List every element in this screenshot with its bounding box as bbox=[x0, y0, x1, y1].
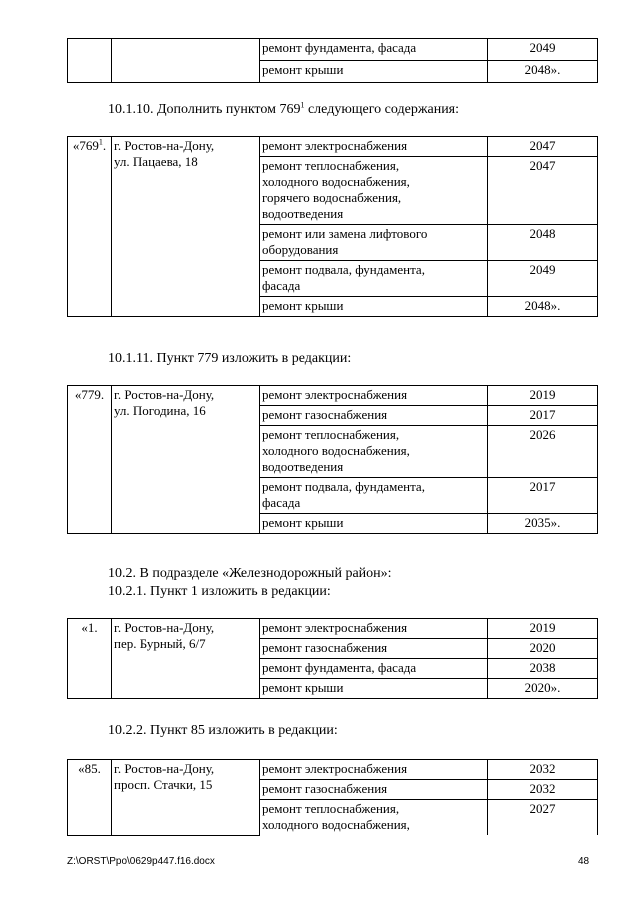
year-cell: 2038 bbox=[488, 659, 598, 679]
table-continuation bbox=[67, 38, 598, 83]
work-cell: ремонт электроснабжения bbox=[260, 137, 488, 157]
year-cell: 2020 bbox=[488, 639, 598, 659]
year-cell: 2048». bbox=[488, 297, 598, 317]
address-cell: г. Ростов-на-Дону, ул. Погодина, 16 bbox=[112, 386, 260, 534]
work-cell: ремонт электроснабжения bbox=[260, 386, 488, 406]
work-cell: ремонт подвала, фундамента, фасада bbox=[260, 478, 488, 514]
year-cell: 2047 bbox=[488, 137, 598, 157]
footer-page-number: 48 bbox=[578, 856, 590, 867]
address-cell: г. Ростов-на-Дону, пер. Бурный, 6/7 bbox=[112, 619, 260, 699]
year-cell: 2032 bbox=[488, 780, 598, 800]
paragraph-10-2-1: 10.2.1. Пункт 1 изложить в редакции: bbox=[108, 584, 331, 599]
number-cell: «779. bbox=[68, 386, 112, 534]
year-cell: 2048 bbox=[488, 225, 598, 261]
year-cell: 2019 bbox=[488, 386, 598, 406]
year-cell: 2017 bbox=[488, 406, 598, 426]
work-cell: ремонт газоснабжения bbox=[260, 780, 488, 800]
work-cell: ремонт подвала, фундамента, фасада bbox=[260, 261, 488, 297]
work-cell: ремонт фундамента, фасада bbox=[260, 39, 488, 61]
year-cell: 2049 bbox=[488, 261, 598, 297]
work-cell: ремонт теплоснабжения, холодного водоснабжения, водоотведения bbox=[260, 426, 488, 478]
table-row bbox=[68, 760, 598, 780]
year-cell: 2027 bbox=[488, 800, 598, 836]
work-cell: ремонт электроснабжения bbox=[260, 760, 488, 780]
year-cell: 2020». bbox=[488, 679, 598, 699]
year-cell: 2047 bbox=[488, 157, 598, 225]
address-cell: г. Ростов-на-Дону, ул. Пацаева, 18 bbox=[112, 137, 260, 317]
year-cell: 2049 bbox=[488, 39, 598, 61]
table-item-769-1 bbox=[67, 136, 598, 317]
paragraph-10-2: 10.2. В подразделе «Железнодорожный район»: bbox=[108, 566, 392, 581]
year-cell: 2035». bbox=[488, 514, 598, 534]
table-row bbox=[68, 39, 598, 61]
table-row bbox=[68, 137, 598, 157]
work-cell: ремонт крыши bbox=[260, 514, 488, 534]
number-cell: «1. bbox=[68, 619, 112, 699]
address-cell bbox=[112, 39, 260, 83]
year-cell: 2019 bbox=[488, 619, 598, 639]
paragraph-10-2-2: 10.2.2. Пункт 85 изложить в редакции: bbox=[108, 723, 338, 738]
work-cell: ремонт или замена лифтового оборудования bbox=[260, 225, 488, 261]
footer-file-path: Z:\ORST\Ppo\0629p447.f16.docx bbox=[67, 856, 215, 867]
paragraph-10-1-10: 10.1.10. Дополнить пунктом $769^1$ следующего содержания: bbox=[108, 100, 460, 117]
table-item-1 bbox=[67, 618, 598, 699]
work-cell: ремонт крыши bbox=[260, 679, 488, 699]
year-cell: 2017 bbox=[488, 478, 598, 514]
work-cell: ремонт теплоснабжения, холодного водоснабжения, bbox=[260, 800, 488, 836]
paragraph-10-1-11: 10.1.11. Пункт 779 изложить в редакции: bbox=[108, 351, 352, 366]
number-cell bbox=[68, 39, 112, 83]
number-cell: «$769^1$. bbox=[68, 137, 112, 317]
table-row bbox=[68, 386, 598, 406]
year-cell: 2026 bbox=[488, 426, 598, 478]
table-item-779 bbox=[67, 385, 598, 534]
work-cell: ремонт крыши bbox=[260, 61, 488, 83]
table-item-85 bbox=[67, 759, 598, 836]
table-row bbox=[68, 619, 598, 639]
work-cell: ремонт электроснабжения bbox=[260, 619, 488, 639]
number-cell: «85. bbox=[68, 760, 112, 836]
work-cell: ремонт фундамента, фасада bbox=[260, 659, 488, 679]
work-cell: ремонт газоснабжения bbox=[260, 639, 488, 659]
work-cell: ремонт теплоснабжения, холодного водоснабжения, горячего водоснабжения, водоотведения bbox=[260, 157, 488, 225]
year-cell: 2048». bbox=[488, 61, 598, 83]
work-cell: ремонт газоснабжения bbox=[260, 406, 488, 426]
work-cell: ремонт крыши bbox=[260, 297, 488, 317]
year-cell: 2032 bbox=[488, 760, 598, 780]
address-cell: г. Ростов-на-Дону, просп. Стачки, 15 bbox=[112, 760, 260, 836]
